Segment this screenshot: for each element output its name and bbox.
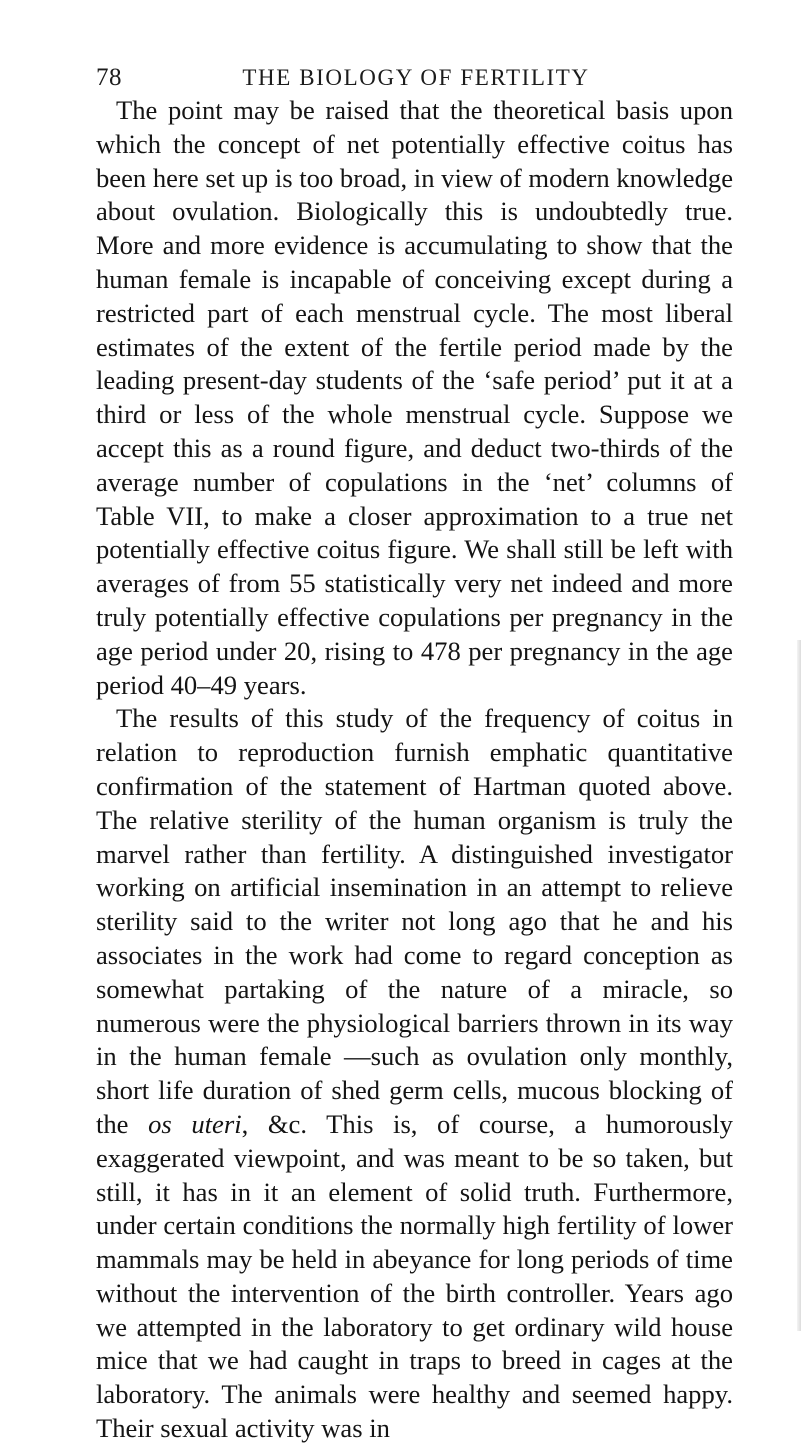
paragraph-2-text-before-italic: The results of this study of the frequency of coitus in relation to reproduction furnish emphatic quantitative confirmation of the statement of Hartman quoted above. The relative sterility of the human organism is truly the marvel rather than fertility. A distinguished investigator working on artificial insemination in an attempt to relieve sterility said to the writer not long ago that he and his associates in the work had come to regard conception as somewhat partaking of the nature of a miracle, so numerous were the physiological barriers thrown in its way in the human female —such as ovulation only monthly, short life duration of shed germ cells, mucous blocking of the [96, 703, 733, 1139]
paragraph-1: The point may be raised that the theoretical basis upon which the concept of net potentially effective coitus has been here set up is too broad, in view of modern knowledge about ovulation. Biologically this is undoubtedly true. More and more evidence is accumulating to show that the human female is incapable of conceiving except during a restricted part of each menstrual cycle. The most liberal estimates of the extent of the fertile period made by the leading present-day students of the ‘safe period’ put it at a third or less of the whole menstrual cycle. Suppose we accept this as a round figure, and deduct two-thirds of the average number of copulations in the ‘net’ columns of Table VII, to make a closer approximation to a true net potentially effective coitus figure. We shall still be left with averages of from 55 statistically very net indeed and more truly potentially effective copulations per pregnancy in the age period under 20, rising to 478 per pregnancy in the age period 40–49 years. [96, 95, 733, 700]
latin-term: os uteri [148, 1108, 242, 1139]
paragraph-2-text-after-italic: , &c. This is, of course, a humorously exaggerated viewpoint, and was meant to be so taken, but still, it has in it an element of solid truth. Furthermore, under certain conditions the normally high fertility of lower mammals may be held in abeyance for long periods of time without the intervention of the birth controller. Years ago we attempted in the laboratory to get ordinary wild house mice that we had caught in traps to breed in cages at the laboratory. The animals were healthy and seemed happy. Their sexual activity was in [96, 1108, 733, 1444]
page-number: 78 [96, 64, 122, 91]
page-body [96, 94, 733, 1446]
page-edge-shadow [797, 640, 801, 1331]
paragraph-2 [96, 702, 733, 1446]
running-title: THE BIOLOGY OF FERTILITY [242, 65, 590, 90]
page-header [96, 64, 736, 98]
